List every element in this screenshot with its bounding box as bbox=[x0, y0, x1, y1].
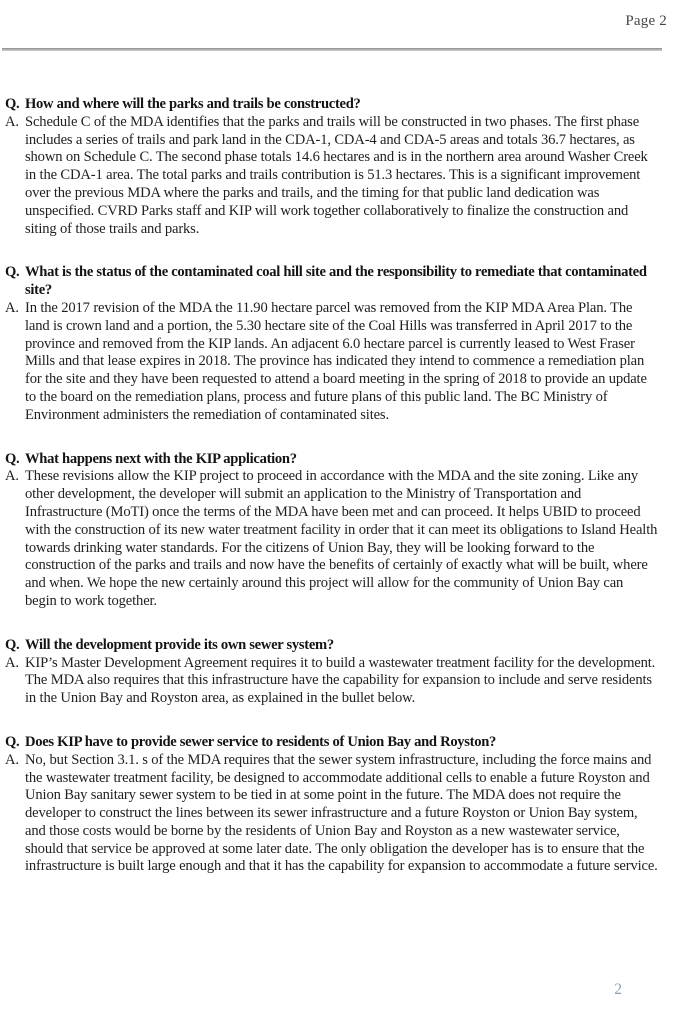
question-row bbox=[5, 96, 658, 114]
question-marker: Q. bbox=[5, 733, 20, 750]
question-marker: Q. bbox=[5, 450, 20, 467]
answer-text: No, but Section 3.1. s of the MDA requires that the sewer system infrastructure, including the force mains and the wastewater treatment facility, be designed to accommodate additional cells to enable a future Royston and Union Bay sanitary sewer system to be tied in at some point in the future. The MDA does not require the developer to construct the lines between its sewer infrastructure and a future Royston or Union Bay system, and those costs would be borne by the residents of Union Bay and Royston as a new wastewater service, should that service be approved at some later date. The only obligation the developer has is to ensure that the infrastructure is built large enough and that it has the capability for expansion to accommodate a future service. bbox=[25, 751, 658, 875]
question-text: What is the status of the contaminated coal hill site and the responsibility to remediate that contaminated site? bbox=[25, 264, 647, 299]
question-row bbox=[5, 734, 658, 752]
answer-row bbox=[5, 752, 658, 877]
answer-text: These revisions allow the KIP project to proceed in accordance with the MDA and the site zoning. Like any other development, the developer will submit an application to the Ministry of Transportation and Infrastructure (MoTI) once the terms of the MDA have been met and can proceed. It helps UBID to proceed with the construction of its new water treatment facility in order that it can meet its obligations to Island Health towards drinking water standards. For the citizens of Union Bay, they will be looking forward to the construction of the parks and trails and now have the benefits of certainly of exactly what will be built, where and when. We hope the new certainly around this project will allow for the community of Union Bay can begin to work together. bbox=[25, 468, 658, 609]
qa-block bbox=[5, 96, 658, 238]
page-number: 2 bbox=[614, 981, 622, 998]
qa-block bbox=[5, 264, 658, 424]
question-text: Will the development provide its own sewer system? bbox=[25, 636, 334, 653]
qa-content bbox=[5, 96, 658, 876]
header-rule-divider bbox=[2, 48, 662, 51]
answer-marker: A. bbox=[5, 751, 19, 768]
qa-block bbox=[5, 637, 658, 708]
answer-marker: A. bbox=[5, 468, 19, 485]
question-marker: Q. bbox=[5, 636, 20, 653]
answer-marker: A. bbox=[5, 654, 19, 671]
question-row bbox=[5, 637, 658, 655]
question-row bbox=[5, 264, 658, 300]
question-marker: Q. bbox=[5, 96, 20, 112]
answer-row bbox=[5, 300, 658, 425]
answer-text: KIP’s Master Development Agreement requires it to build a wastewater treatment facility for the development. The MDA also requires that this infrastructure have the capability for expansion to include and serve residents in the Union Bay and Royston area, as explained in the bullet below. bbox=[25, 654, 656, 707]
question-text: What happens next with the KIP application? bbox=[25, 450, 297, 467]
question-row bbox=[5, 451, 658, 469]
answer-row bbox=[5, 655, 658, 708]
qa-block bbox=[5, 451, 658, 611]
answer-marker: A. bbox=[5, 113, 19, 130]
page-header-label: Page 2 bbox=[625, 13, 667, 29]
answer-marker: A. bbox=[5, 299, 19, 316]
answer-row bbox=[5, 114, 658, 239]
answer-row bbox=[5, 468, 658, 610]
answer-text: Schedule C of the MDA identifies that the parks and trails will be constructed in two phases. The first phase includes a series of trails and park land in the CDA-1, CDA-4 and CDA-5 areas and totals 36.7 hectares, as shown on Schedule C. The second phase totals 14.6 hectares and is in the northern area around Washer Creek in the CDA-1 area. The total parks and trails contribution is 51.3 hectares. This is a significant improvement over the previous MDA where the parks and trails, and the timing for that public land dedication was unspecified. CVRD Parks staff and KIP will work together collaboratively to finalize the construction and siting of those trails and parks. bbox=[25, 113, 648, 237]
question-text: How and where will the parks and trails be constructed? bbox=[25, 96, 361, 112]
question-marker: Q. bbox=[5, 264, 20, 281]
question-text: Does KIP have to provide sewer service to residents of Union Bay and Royston? bbox=[25, 733, 497, 750]
answer-text: In the 2017 revision of the MDA the 11.90 hectare parcel was removed from the KIP MDA Area Plan. The land is crown land and a portion, the 5.30 hectare site of the Coal Hills was transferred in April 2017 to the province and removed from the KIP lands. An adjacent 6.0 hectare parcel is currently leased to West Fraser Mills and that lease expires in 2018. The province has indicated they intend to commence a remediation plan for the site and they have been requested to attend a board meeting in the spring of 2018 to provide an update to the board on the remediation plans, process and future plans of this public land. The BC Ministry of Environment administers the remediation of contaminated sites. bbox=[25, 299, 647, 423]
qa-block bbox=[5, 734, 658, 876]
